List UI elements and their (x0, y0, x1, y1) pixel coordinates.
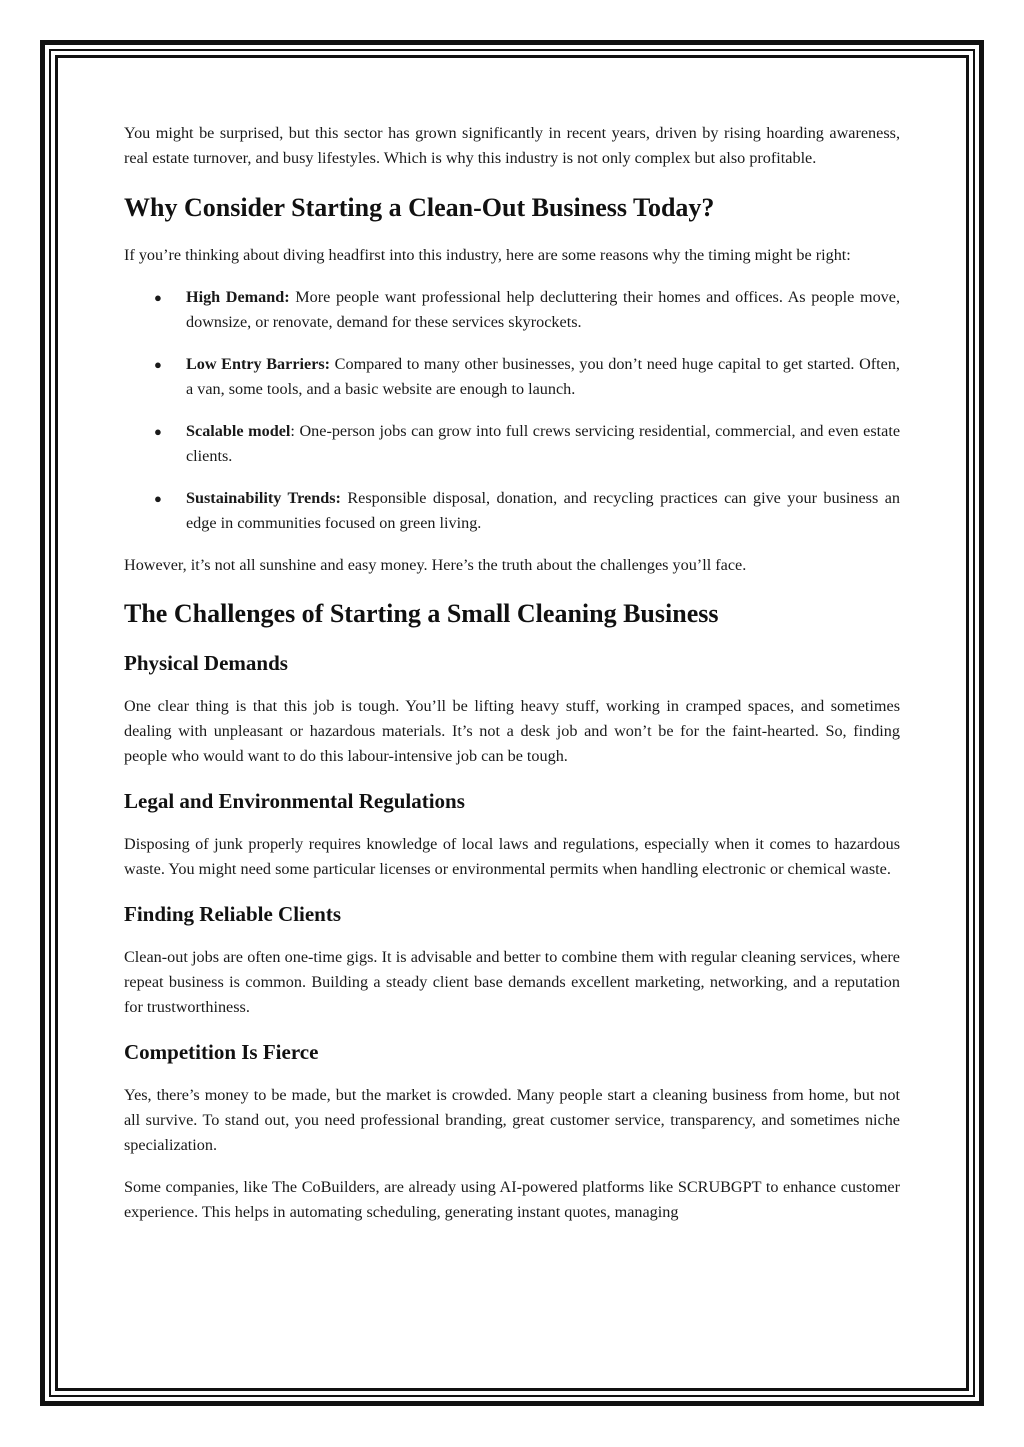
subheading-competition: Competition Is Fierce (124, 1040, 319, 1064)
ai-platforms-paragraph: Some companies, like The CoBuilders, are already using AI-powered platforms like SCRUBGPT to enhance customer experience. This helps in automating scheduling, generating instant quotes, managing (124, 1178, 900, 1221)
list-item (124, 352, 900, 402)
list-item (124, 486, 900, 536)
list-item-term: Low Entry Barriers: (186, 355, 331, 373)
physical-demands-paragraph: One clear thing is that this job is tough. You’ll be lifting heavy stuff, working in cramped spaces, and sometimes dealing with unpleasant or hazardous materials. It’s not a desk job and won’t be for the faint-hearted. So, finding people who would want to do this labour-intensive job can be tough. (124, 697, 900, 765)
list-item-term: Sustainability Trends: (186, 489, 341, 507)
intro-paragraph: You might be surprised, but this sector has grown significantly in recent years, driven by rising hoarding awareness, real estate turnover, and busy lifestyles. Which is why this industry is not only complex but also profitable. (124, 124, 900, 167)
why-closing-paragraph: However, it’s not all sunshine and easy money. Here’s the truth about the challenges you’ll face. (124, 556, 747, 574)
subheading-legal-regulations: Legal and Environmental Regulations (124, 789, 465, 813)
list-item-text: Responsible disposal, donation, and recycling practices can give your business an edge in communities focused on green living. (186, 489, 900, 532)
heading-challenges: The Challenges of Starting a Small Cleaning Business (124, 599, 719, 628)
list-item-text: : One-person jobs can grow into full crews servicing residential, commercial, and even estate clients. (186, 422, 901, 465)
list-item (124, 419, 900, 469)
list-item-term: High Demand: (186, 288, 290, 306)
subheading-reliable-clients: Finding Reliable Clients (124, 902, 342, 926)
list-item-text: Compared to many other businesses, you don’t need huge capital to get started. Often, a van, some tools, and a basic website are enough to launch. (186, 355, 900, 398)
list-item-term: Scalable model (186, 422, 291, 440)
bullet-icon: ● (154, 424, 162, 439)
bullet-icon: ● (154, 357, 162, 372)
subheading-physical-demands: Physical Demands (124, 651, 288, 675)
list-item (124, 285, 900, 335)
bullet-icon: ● (154, 290, 162, 305)
legal-regulations-paragraph: Disposing of junk properly requires knowledge of local laws and regulations, especially when it comes to hazardous waste. You might need some particular licenses or environmental permits when handling electronic or chemical waste. (124, 835, 900, 878)
bullet-icon: ● (154, 491, 162, 506)
why-lead-paragraph: If you’re thinking about diving headfirst into this industry, here are some reasons why the timing might be right: (124, 246, 851, 264)
reasons-list (124, 285, 900, 536)
list-item-text: More people want professional help decluttering their homes and offices. As people move, downsize, or renovate, demand for these services skyrockets. (186, 288, 900, 331)
heading-why-consider: Why Consider Starting a Clean-Out Business Today? (124, 193, 715, 222)
competition-paragraph: Yes, there’s money to be made, but the market is crowded. Many people start a cleaning business from home, but not all survive. To stand out, you need professional branding, great customer service, transparency, and sometimes niche specialization. (124, 1086, 900, 1154)
reliable-clients-paragraph: Clean-out jobs are often one-time gigs. It is advisable and better to combine them with regular cleaning services, where repeat business is common. Building a steady client base demands excellent marketing, networking, and a reputation for trustworthiness. (124, 948, 900, 1016)
document-body (124, 121, 900, 1225)
